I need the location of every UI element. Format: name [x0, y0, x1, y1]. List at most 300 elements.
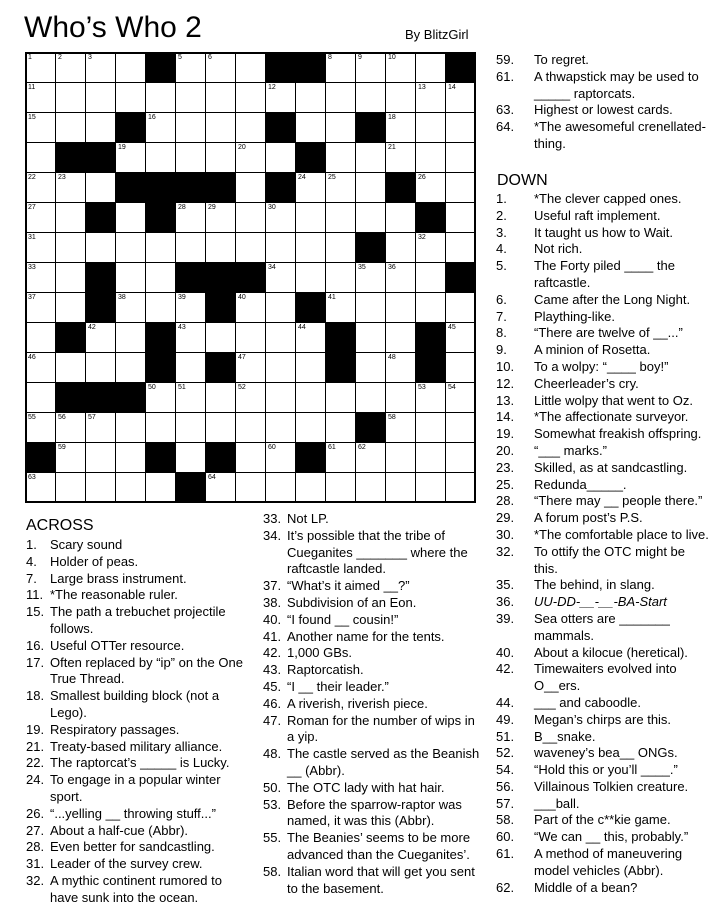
grid-cell[interactable]: [326, 143, 356, 173]
grid-cell[interactable]: [86, 113, 116, 143]
grid-cell[interactable]: [296, 173, 326, 203]
clue-text: *The awesomeful crenellated-thing.: [534, 119, 706, 151]
black-square: [176, 263, 206, 293]
clue-text: It’s possible that the tribe of Cueganites _______ where the raftcastle landed.: [287, 527, 468, 577]
puzzle-title: Who’s Who 2: [24, 11, 202, 44]
clue-text: Highest or lowest cards.: [534, 102, 673, 118]
grid-cell[interactable]: [356, 293, 386, 323]
clue-item: [263, 595, 485, 612]
grid-cell[interactable]: [26, 173, 56, 203]
grid-cell[interactable]: [356, 83, 386, 113]
clue-item: [263, 780, 485, 797]
grid-cell[interactable]: [176, 143, 206, 173]
grid-cell[interactable]: [146, 383, 176, 413]
grid-cell[interactable]: [116, 293, 146, 323]
grid-cell[interactable]: [26, 233, 56, 263]
grid-cell[interactable]: [26, 413, 56, 443]
grid-cell[interactable]: [146, 113, 176, 143]
clue-item: [496, 359, 711, 376]
grid-cell[interactable]: [296, 473, 326, 503]
grid-cell[interactable]: [386, 413, 416, 443]
grid-cell[interactable]: [356, 443, 386, 473]
clue-text: The OTC lady with hat hair.: [287, 779, 445, 795]
grid-cell[interactable]: [386, 113, 416, 143]
grid-cell[interactable]: [206, 143, 236, 173]
grid-cell[interactable]: [176, 413, 206, 443]
clue-text: Useful OTTer resource.: [50, 637, 185, 653]
grid-cell[interactable]: [116, 473, 146, 503]
grid-cell[interactable]: [116, 233, 146, 263]
black-square: [176, 173, 206, 203]
grid-cell[interactable]: [86, 233, 116, 263]
clue-item: [496, 393, 711, 410]
cell-number: 62: [358, 444, 366, 451]
grid-cell[interactable]: [236, 323, 266, 353]
black-square: [326, 323, 356, 353]
grid-cell[interactable]: [326, 233, 356, 263]
clue-item: [496, 409, 711, 426]
grid-cell[interactable]: [146, 83, 176, 113]
grid-cell[interactable]: [356, 383, 386, 413]
clue-item: [263, 746, 485, 780]
grid-cell[interactable]: [386, 443, 416, 473]
clue-number: 33.: [263, 511, 282, 526]
clue-item: [496, 426, 711, 443]
grid-cell[interactable]: [416, 263, 446, 293]
grid-cell[interactable]: [176, 293, 206, 323]
grid-cell[interactable]: [356, 203, 386, 233]
clue-item: [26, 839, 248, 856]
cell-number: 15: [28, 114, 36, 121]
grid-cell[interactable]: [116, 353, 146, 383]
black-square: [296, 443, 326, 473]
clue-number: 10.: [496, 358, 515, 374]
grid-cell[interactable]: [236, 83, 266, 113]
grid-cell[interactable]: [326, 383, 356, 413]
clue-text: Timewaiters evolved into O__ers.: [534, 661, 677, 694]
grid-cell[interactable]: [116, 53, 146, 83]
puzzle-author: By BlitzGirl: [405, 27, 469, 42]
clue-text: UU-DD-__-__-BA-Start: [534, 594, 667, 610]
clue-number: 13.: [496, 392, 515, 408]
clue-item: [496, 493, 711, 510]
clue-number: 34.: [263, 527, 282, 543]
grid-cell[interactable]: [326, 473, 356, 503]
grid-cell[interactable]: [386, 203, 416, 233]
grid-cell[interactable]: [386, 383, 416, 413]
black-square: [296, 293, 326, 323]
grid-cell[interactable]: [296, 83, 326, 113]
clue-item: [496, 645, 711, 662]
black-square: [206, 353, 236, 383]
black-square: [116, 173, 146, 203]
grid-cell[interactable]: [416, 233, 446, 263]
clue-text: Part of the c**kie game.: [534, 812, 671, 828]
grid-cell[interactable]: [446, 383, 476, 413]
grid-cell[interactable]: [236, 443, 266, 473]
clue-number: 37.: [263, 578, 282, 594]
black-square: [416, 203, 446, 233]
grid-cell[interactable]: [176, 203, 206, 233]
grid-cell[interactable]: [356, 263, 386, 293]
grid-cell[interactable]: [356, 143, 386, 173]
grid-cell[interactable]: [86, 353, 116, 383]
clue-item: [263, 612, 485, 629]
clue-text: ___ and caboodle.: [534, 694, 641, 710]
clue-item: [496, 779, 711, 796]
grid-cell[interactable]: [236, 413, 266, 443]
clue-item: [496, 325, 711, 342]
black-square: [356, 413, 386, 443]
grid-cell[interactable]: [296, 353, 326, 383]
clue-number: 40.: [263, 611, 282, 627]
clue-text: Redunda_____.: [534, 476, 627, 492]
clue-number: 43.: [263, 662, 282, 678]
grid-cell[interactable]: [236, 113, 266, 143]
black-square: [26, 443, 56, 473]
clue-item: [26, 655, 248, 689]
clue-item: [496, 241, 711, 258]
grid-cell[interactable]: [86, 473, 116, 503]
grid-cell[interactable]: [446, 83, 476, 113]
grid-cell[interactable]: [296, 383, 326, 413]
grid-cell[interactable]: [416, 293, 446, 323]
grid-cell[interactable]: [146, 263, 176, 293]
grid-cell[interactable]: [146, 233, 176, 263]
cell-number: 12: [268, 84, 276, 91]
cell-number: 57: [88, 414, 96, 421]
clue-text: About a kilocue (heretical).: [534, 644, 688, 660]
grid-cell[interactable]: [296, 203, 326, 233]
grid-cell[interactable]: [236, 353, 266, 383]
grid-cell[interactable]: [86, 443, 116, 473]
grid-cell[interactable]: [416, 443, 446, 473]
black-square: [86, 143, 116, 173]
cell-number: 9: [358, 54, 362, 61]
grid-cell[interactable]: [206, 53, 236, 83]
grid-cell[interactable]: [146, 293, 176, 323]
clue-text: Megan’s chirps are this.: [534, 711, 672, 727]
grid-cell[interactable]: [236, 203, 266, 233]
grid-cell[interactable]: [86, 83, 116, 113]
black-square: [356, 113, 386, 143]
grid-cell[interactable]: [26, 383, 56, 413]
grid-cell[interactable]: [446, 413, 476, 443]
grid-cell[interactable]: [326, 53, 356, 83]
clue-item: [26, 638, 248, 655]
grid-cell[interactable]: [386, 53, 416, 83]
grid-cell[interactable]: [266, 323, 296, 353]
clue-text: To engage in a popular winter sport.: [50, 772, 221, 804]
clue-text: A mythic continent rumored to have sunk into the ocean.: [50, 872, 222, 905]
grid-cell[interactable]: [146, 143, 176, 173]
grid-cell[interactable]: [446, 293, 476, 323]
clue-item: [496, 729, 711, 746]
grid-cell[interactable]: [446, 173, 476, 203]
grid-cell[interactable]: [266, 413, 296, 443]
grid-cell[interactable]: [206, 383, 236, 413]
cell-number: 23: [58, 174, 66, 181]
grid-cell[interactable]: [266, 473, 296, 503]
across-clues-column-2: [263, 511, 485, 897]
clue-number: 45.: [263, 678, 282, 694]
grid-cell[interactable]: [296, 233, 326, 263]
clue-item: [496, 594, 711, 611]
clue-text: To regret.: [534, 52, 589, 67]
grid-cell[interactable]: [56, 443, 86, 473]
cell-number: 45: [448, 324, 456, 331]
grid-cell[interactable]: [86, 413, 116, 443]
grid-cell[interactable]: [356, 473, 386, 503]
clue-number: 56.: [496, 778, 515, 794]
grid-cell[interactable]: [26, 353, 56, 383]
clue-item: [496, 880, 711, 897]
grid-cell[interactable]: [176, 53, 206, 83]
grid-cell[interactable]: [446, 473, 476, 503]
grid-cell[interactable]: [236, 53, 266, 83]
grid-cell[interactable]: [386, 143, 416, 173]
cell-number: 14: [448, 84, 456, 91]
clue-item: [496, 191, 711, 208]
grid-cell[interactable]: [206, 203, 236, 233]
grid-cell[interactable]: [296, 263, 326, 293]
grid-cell[interactable]: [386, 293, 416, 323]
grid-cell[interactable]: [176, 83, 206, 113]
clue-number: 36.: [496, 594, 515, 610]
clue-number: 39.: [496, 610, 515, 626]
grid-cell[interactable]: [116, 413, 146, 443]
black-square: [416, 323, 446, 353]
grid-cell[interactable]: [446, 353, 476, 383]
grid-cell[interactable]: [446, 233, 476, 263]
clue-item: [496, 208, 711, 225]
grid-cell[interactable]: [446, 443, 476, 473]
grid-cell[interactable]: [146, 473, 176, 503]
grid-cell[interactable]: [326, 113, 356, 143]
grid-cell[interactable]: [56, 263, 86, 293]
grid-cell[interactable]: [446, 143, 476, 173]
grid-cell[interactable]: [86, 173, 116, 203]
grid-cell[interactable]: [416, 473, 446, 503]
clue-item: [496, 225, 711, 242]
clue-number: 57.: [496, 795, 515, 811]
grid-cell[interactable]: [206, 113, 236, 143]
clue-number: 4.: [26, 553, 37, 569]
grid-cell[interactable]: [56, 233, 86, 263]
grid-cell[interactable]: [266, 83, 296, 113]
grid-cell[interactable]: [326, 173, 356, 203]
grid-cell[interactable]: [446, 203, 476, 233]
clue-item: [496, 527, 711, 544]
clue-number: 19.: [496, 426, 515, 442]
grid-cell[interactable]: [266, 353, 296, 383]
grid-cell[interactable]: [116, 323, 146, 353]
clue-number: 32.: [496, 543, 515, 559]
grid-cell[interactable]: [326, 263, 356, 293]
clue-text: B__snake.: [534, 728, 596, 744]
grid-cell[interactable]: [266, 383, 296, 413]
grid-cell[interactable]: [326, 83, 356, 113]
clue-text: Little wolpy that went to Oz.: [534, 392, 693, 408]
grid-cell[interactable]: [386, 353, 416, 383]
grid-cell[interactable]: [206, 413, 236, 443]
grid-cell[interactable]: [26, 83, 56, 113]
grid-cell[interactable]: [56, 293, 86, 323]
clue-item: [496, 460, 711, 477]
crossword-grid: [26, 53, 476, 503]
grid-cell[interactable]: [326, 413, 356, 443]
cell-number: 32: [418, 234, 426, 241]
grid-cell[interactable]: [236, 293, 266, 323]
grid-cell[interactable]: [116, 143, 146, 173]
grid-cell[interactable]: [56, 53, 86, 83]
black-square: [146, 173, 176, 203]
grid-cell[interactable]: [386, 323, 416, 353]
grid-cell[interactable]: [296, 413, 326, 443]
clue-text: A forum post’s P.S.: [534, 510, 643, 526]
grid-cell[interactable]: [356, 323, 386, 353]
clue-text: *The affectionate surveyor.: [534, 409, 689, 425]
black-square: [296, 53, 326, 83]
grid-cell[interactable]: [326, 443, 356, 473]
clue-item: [496, 52, 708, 69]
grid-cell[interactable]: [176, 113, 206, 143]
grid-cell[interactable]: [26, 53, 56, 83]
grid-cell[interactable]: [386, 473, 416, 503]
grid-cell[interactable]: [206, 83, 236, 113]
cell-number: 43: [178, 324, 186, 331]
grid-cell[interactable]: [296, 323, 326, 353]
grid-cell[interactable]: [26, 293, 56, 323]
grid-cell[interactable]: [116, 203, 146, 233]
clue-number: 28.: [26, 839, 45, 855]
grid-cell[interactable]: [56, 473, 86, 503]
grid-cell[interactable]: [26, 203, 56, 233]
clue-item: [496, 712, 711, 729]
grid-cell[interactable]: [236, 383, 266, 413]
black-square: [266, 113, 296, 143]
grid-cell[interactable]: [266, 143, 296, 173]
grid-cell[interactable]: [236, 233, 266, 263]
grid-cell[interactable]: [176, 233, 206, 263]
clue-number: 12.: [496, 375, 515, 391]
clue-number: 50.: [263, 779, 282, 795]
clue-item: [496, 69, 708, 103]
clue-text: Subdivision of an Eon.: [287, 594, 417, 610]
grid-cell[interactable]: [446, 113, 476, 143]
clue-item: [263, 528, 485, 578]
grid-cell[interactable]: [56, 173, 86, 203]
grid-cell[interactable]: [356, 53, 386, 83]
grid-cell[interactable]: [26, 143, 56, 173]
clue-text: The castle served as the Beanish __ (Abbr).: [287, 746, 480, 778]
grid-cell[interactable]: [266, 203, 296, 233]
grid-cell[interactable]: [326, 293, 356, 323]
black-square: [56, 383, 86, 413]
grid-cell[interactable]: [26, 473, 56, 503]
grid-cell[interactable]: [236, 473, 266, 503]
grid-cell[interactable]: [176, 353, 206, 383]
cell-number: 47: [238, 354, 246, 361]
grid-cell[interactable]: [206, 323, 236, 353]
grid-cell[interactable]: [26, 263, 56, 293]
grid-cell[interactable]: [116, 263, 146, 293]
clue-item: [263, 679, 485, 696]
grid-cell[interactable]: [416, 53, 446, 83]
grid-cell[interactable]: [446, 323, 476, 353]
grid-cell[interactable]: [236, 143, 266, 173]
cell-number: 42: [88, 324, 96, 331]
grid-cell[interactable]: [266, 233, 296, 263]
clue-text: Useful raft implement.: [534, 207, 661, 223]
cell-number: 20: [238, 144, 246, 151]
grid-cell[interactable]: [56, 113, 86, 143]
grid-cell[interactable]: [266, 443, 296, 473]
grid-cell[interactable]: [56, 413, 86, 443]
clue-number: 21.: [26, 738, 45, 754]
grid-cell[interactable]: [86, 323, 116, 353]
grid-cell[interactable]: [146, 413, 176, 443]
clue-item: [496, 510, 711, 527]
grid-cell[interactable]: [116, 443, 146, 473]
clue-item: [263, 578, 485, 595]
cell-number: 1: [28, 54, 32, 61]
grid-cell[interactable]: [266, 293, 296, 323]
grid-cell[interactable]: [326, 203, 356, 233]
clue-number: 58.: [263, 863, 282, 879]
grid-cell[interactable]: [236, 173, 266, 203]
grid-cell[interactable]: [26, 113, 56, 143]
clue-number: 19.: [26, 721, 45, 737]
grid-cell[interactable]: [56, 83, 86, 113]
grid-cell[interactable]: [356, 353, 386, 383]
grid-cell[interactable]: [206, 473, 236, 503]
black-square: [236, 263, 266, 293]
grid-cell[interactable]: [356, 173, 386, 203]
cell-number: 44: [298, 324, 306, 331]
clue-text: waveney’s bea__ ONGs.: [534, 745, 678, 761]
grid-cell[interactable]: [176, 443, 206, 473]
grid-cell[interactable]: [56, 353, 86, 383]
grid-cell[interactable]: [86, 53, 116, 83]
cell-number: 58: [388, 414, 396, 421]
clue-item: [26, 537, 248, 554]
grid-cell[interactable]: [416, 173, 446, 203]
clue-number: 8.: [496, 325, 507, 341]
grid-cell[interactable]: [296, 113, 326, 143]
clue-number: 24.: [26, 772, 45, 788]
grid-cell[interactable]: [176, 383, 206, 413]
cell-number: 26: [418, 174, 426, 181]
grid-cell[interactable]: [416, 413, 446, 443]
grid-cell[interactable]: [416, 143, 446, 173]
clue-text: To a wolpy: “____ boy!”: [534, 358, 669, 374]
grid-cell[interactable]: [176, 323, 206, 353]
grid-cell[interactable]: [416, 113, 446, 143]
grid-cell[interactable]: [416, 383, 446, 413]
grid-cell[interactable]: [266, 263, 296, 293]
grid-cell[interactable]: [386, 263, 416, 293]
grid-cell[interactable]: [116, 83, 146, 113]
grid-cell[interactable]: [56, 203, 86, 233]
grid-cell[interactable]: [386, 83, 416, 113]
clue-text: To ottify the OTC might be this.: [534, 543, 686, 576]
clue-number: 20.: [496, 442, 515, 458]
grid-cell[interactable]: [206, 233, 236, 263]
grid-cell[interactable]: [416, 83, 446, 113]
grid-cell[interactable]: [26, 323, 56, 353]
grid-cell[interactable]: [386, 233, 416, 263]
